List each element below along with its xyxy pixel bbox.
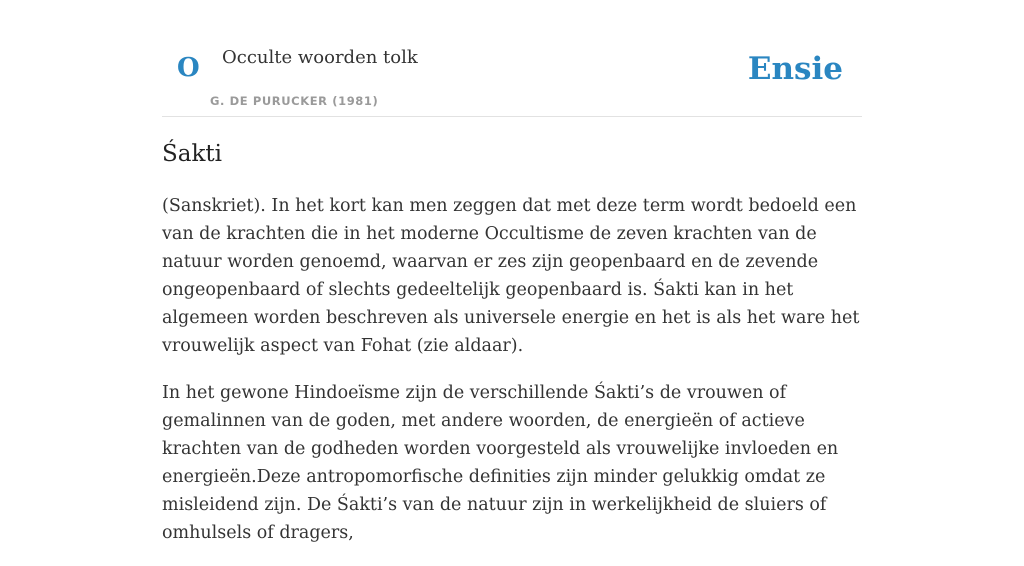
index-letter[interactable]: O (177, 53, 200, 83)
entry-paragraph: In het gewone Hindoeïsme zijn de verschillende Śakti’s de vrouwen of gemalinnen van de goden, met andere woorden, de energieën of actieve krachten van de godheden worden voorgesteld als vrouwelijke invloeden en energieën.Deze antropomorfische definities zijn minder gelukkig omdat ze misleidend zijn. De Śakti’s van de natuur zijn in werkelijkheid de sluiers of omhulsels of dragers, (162, 383, 839, 543)
entry-title: Śakti (162, 141, 223, 167)
entry-paragraph: (Sanskriet). In het kort kan men zeggen dat met deze term wordt bedoeld een van de krachten die in het moderne Occultisme de zeven krachten van de natuur worden genoemd, waarvan er zes zijn geopenbaard en de zevende ongeopenbaard of slechts gedeeltelijk geopenbaard is. Śakti kan in het algemeen worden beschreven als universele energie en het is als het ware het vrouwelijk aspect van Fohat (zie aldaar). (162, 196, 860, 356)
site-logo[interactable]: Ensie (747, 51, 843, 87)
book-title[interactable]: Occulte woorden tolk (222, 47, 418, 68)
page-header (162, 0, 862, 117)
entry-body (162, 192, 862, 566)
book-author: G. DE PURUCKER (1981) (210, 94, 379, 108)
